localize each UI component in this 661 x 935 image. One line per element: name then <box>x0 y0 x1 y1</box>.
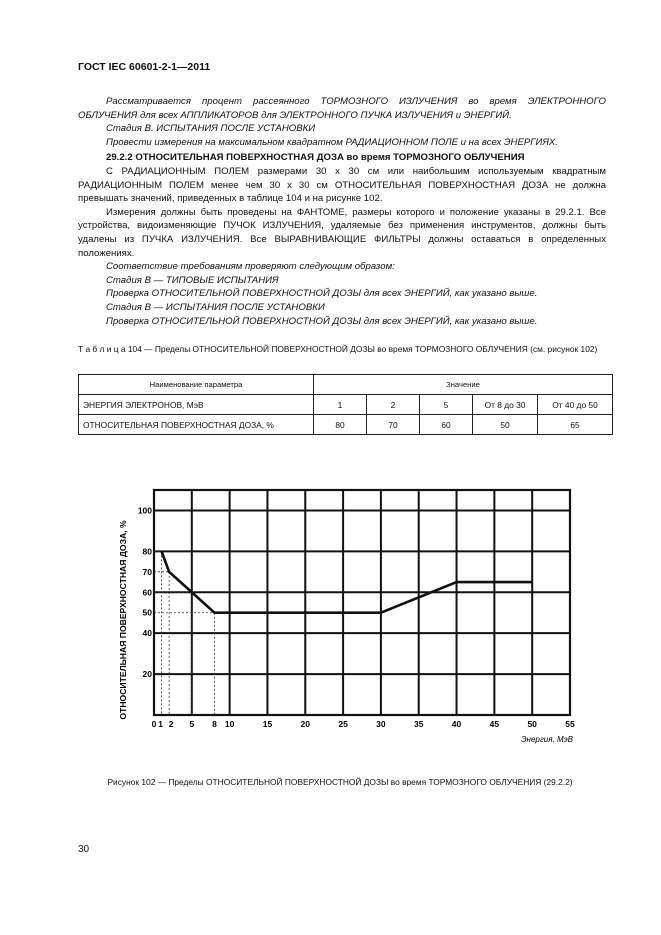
paragraph: Проверка ОТНОСИТЕЛЬНОЙ ПОВЕРХНОСТНОЙ ДОЗЫ для всех ЭНЕРГИЙ, как указано выше. <box>106 315 538 327</box>
paragraph: Проверка ОТНОСИТЕЛЬНОЙ ПОВЕРХНОСТНОЙ ДОЗЫ для всех ЭНЕРГИЙ, как указано выше. <box>106 288 538 300</box>
table-caption-prefix: Т а б л и ц а 104 <box>78 344 142 354</box>
figure-caption: Рисунок 102 — Пределы ОТНОСИТЕЛЬНОЙ ПОВЕРХНОСТНОЙ ДОЗЫ во время ТОРМОЗНОГО ОБЛУЧЕНИЯ (29.2.2) <box>107 777 573 787</box>
y-tick-label: 100 <box>137 505 152 516</box>
x-tick-label: 20 <box>300 719 311 729</box>
table-cell: 80 <box>314 415 367 435</box>
y-tick-label: 50 <box>142 607 152 618</box>
table-cell: 5 <box>420 395 473 415</box>
x-tick-label: 2 <box>168 719 174 729</box>
paragraph: Измерения должны быть проведены на ФАНТОМЕ, размеры которого и положение указаны в 29.2.1. Все устройства, видоизменяющие ПУЧОК ИЗЛУЧЕНИЯ, удаляемые без применения инструментов, должны быть удалены из ПУЧКА ИЗЛУЧЕНИЯ. Все ВЫРАВНИВАЮЩИЕ ФИЛЬТРЫ должны оставаться в определенных положениях. <box>78 206 606 259</box>
paragraph: Стадия В — ТИПОВЫЕ ИСПЫТАНИЯ <box>106 274 279 286</box>
x-tick-label: 30 <box>376 719 386 729</box>
section-heading: 29.2.2 ОТНОСИТЕЛЬНАЯ ПОВЕРХНОСТНАЯ ДОЗА во время ТОРМОЗНОГО ОБЛУЧЕНИЯ <box>106 152 525 164</box>
x-tick-label: 40 <box>451 719 462 729</box>
y-tick-label: 40 <box>142 628 152 639</box>
y-tick-label: 60 <box>142 587 152 598</box>
paragraph: С РАДИАЦИОННЫМ ПОЛЕМ размерами 30 х 30 см или наибольшим используемым квадратным РАДИАЦИОННЫМ ПОЛЕМ менее чем 30 х 30 см ОТНОСИТЕЛЬНАЯ ПОВЕРХНОСТНАЯ ДОЗА не должна превышать значений, приведенных в таблице 104 и на рисунке 102. <box>78 165 606 205</box>
chart-frame <box>154 490 570 715</box>
table-row <box>79 395 613 415</box>
limits-table <box>78 374 613 435</box>
x-tick-label: 50 <box>527 719 537 729</box>
table-cell: ОТНОСИТЕЛЬНАЯ ПОВЕРХНОСТНАЯ ДОЗА, % <box>79 415 314 435</box>
y-axis-label: ОТНОСИТЕЛЬНАЯ ПОВЕРХНОСТНАЯ ДОЗА, % <box>118 520 128 720</box>
chart-grid <box>154 490 570 715</box>
y-tick-labels <box>138 505 152 679</box>
table-cell: 50 <box>473 415 538 435</box>
y-tick-label: 80 <box>142 546 152 557</box>
x-tick-label: 55 <box>565 719 575 729</box>
table-caption-text: — Пределы ОТНОСИТЕЛЬНОЙ ПОВЕРХНОСТНОЙ ДОЗЫ во время ТОРМОЗНОГО ОБЛУЧЕНИЯ (см. рисунок 102) <box>141 344 598 354</box>
x-tick-label: 35 <box>413 719 424 729</box>
x-tick-label: 1 <box>158 719 163 729</box>
paragraph: Соответствие требованиям проверяют следующим образом: <box>106 261 395 273</box>
x-tick-labels <box>152 719 575 729</box>
dose-chart <box>110 480 590 760</box>
page-number: 30 <box>78 844 90 855</box>
table-cell: От 40 до 50 <box>538 395 613 415</box>
paragraph: Стадия В — ИСПЫТАНИЯ ПОСЛЕ УСТАНОВКИ <box>106 301 325 313</box>
table-cell: ЭНЕРГИЯ ЭЛЕКТРОНОВ, МэВ <box>79 395 314 415</box>
x-tick-label: 25 <box>338 719 348 729</box>
table-cell: 1 <box>314 395 367 415</box>
body-text <box>78 95 606 328</box>
x-tick-label: 5 <box>189 719 195 729</box>
y-tick-label: 70 <box>142 566 152 577</box>
table-cell: 70 <box>367 415 420 435</box>
page-header: ГОСТ IEC 60601-2-1—2011 <box>78 61 211 73</box>
paragraph: Рассматривается процент рассеянного ТОРМОЗНОГО ИЗЛУЧЕНИЯ во время ЭЛЕКТРОННОГО ОБЛУЧЕНИЯ для всех АППЛИКАТОРОВ для ЭЛЕКТРОННОГО ПУЧКА ИЗЛУЧЕНИЯ и ЭНЕРГИЙ. <box>78 96 606 121</box>
dose-limit-line <box>162 551 533 612</box>
table-cell: 65 <box>538 415 613 435</box>
x-tick-label: 8 <box>212 719 217 729</box>
x-axis-label: Энергия, МэВ <box>521 735 573 744</box>
paragraph: Провести измерения на максимальном квадратном РАДИАЦИОННОМ ПОЛЕ и на всех ЭНЕРГИЯХ. <box>106 136 558 148</box>
table-cell: 2 <box>367 395 420 415</box>
table-row <box>79 415 613 435</box>
x-tick-label: 10 <box>224 719 235 729</box>
table-caption <box>78 344 608 355</box>
table-cell: 60 <box>420 415 473 435</box>
y-tick-label: 20 <box>142 669 152 680</box>
x-tick-label: 15 <box>262 719 273 729</box>
x-tick-label: 0 <box>151 719 157 729</box>
table-header-row <box>79 375 613 395</box>
paragraph: Стадия В. ИСПЫТАНИЯ ПОСЛЕ УСТАНОВКИ <box>106 123 316 135</box>
table-header-cell: Значение <box>314 375 613 395</box>
table-header-cell: Наименование параметра <box>79 375 314 395</box>
x-tick-label: 45 <box>489 719 500 729</box>
table-cell: От 8 до 30 <box>473 395 538 415</box>
